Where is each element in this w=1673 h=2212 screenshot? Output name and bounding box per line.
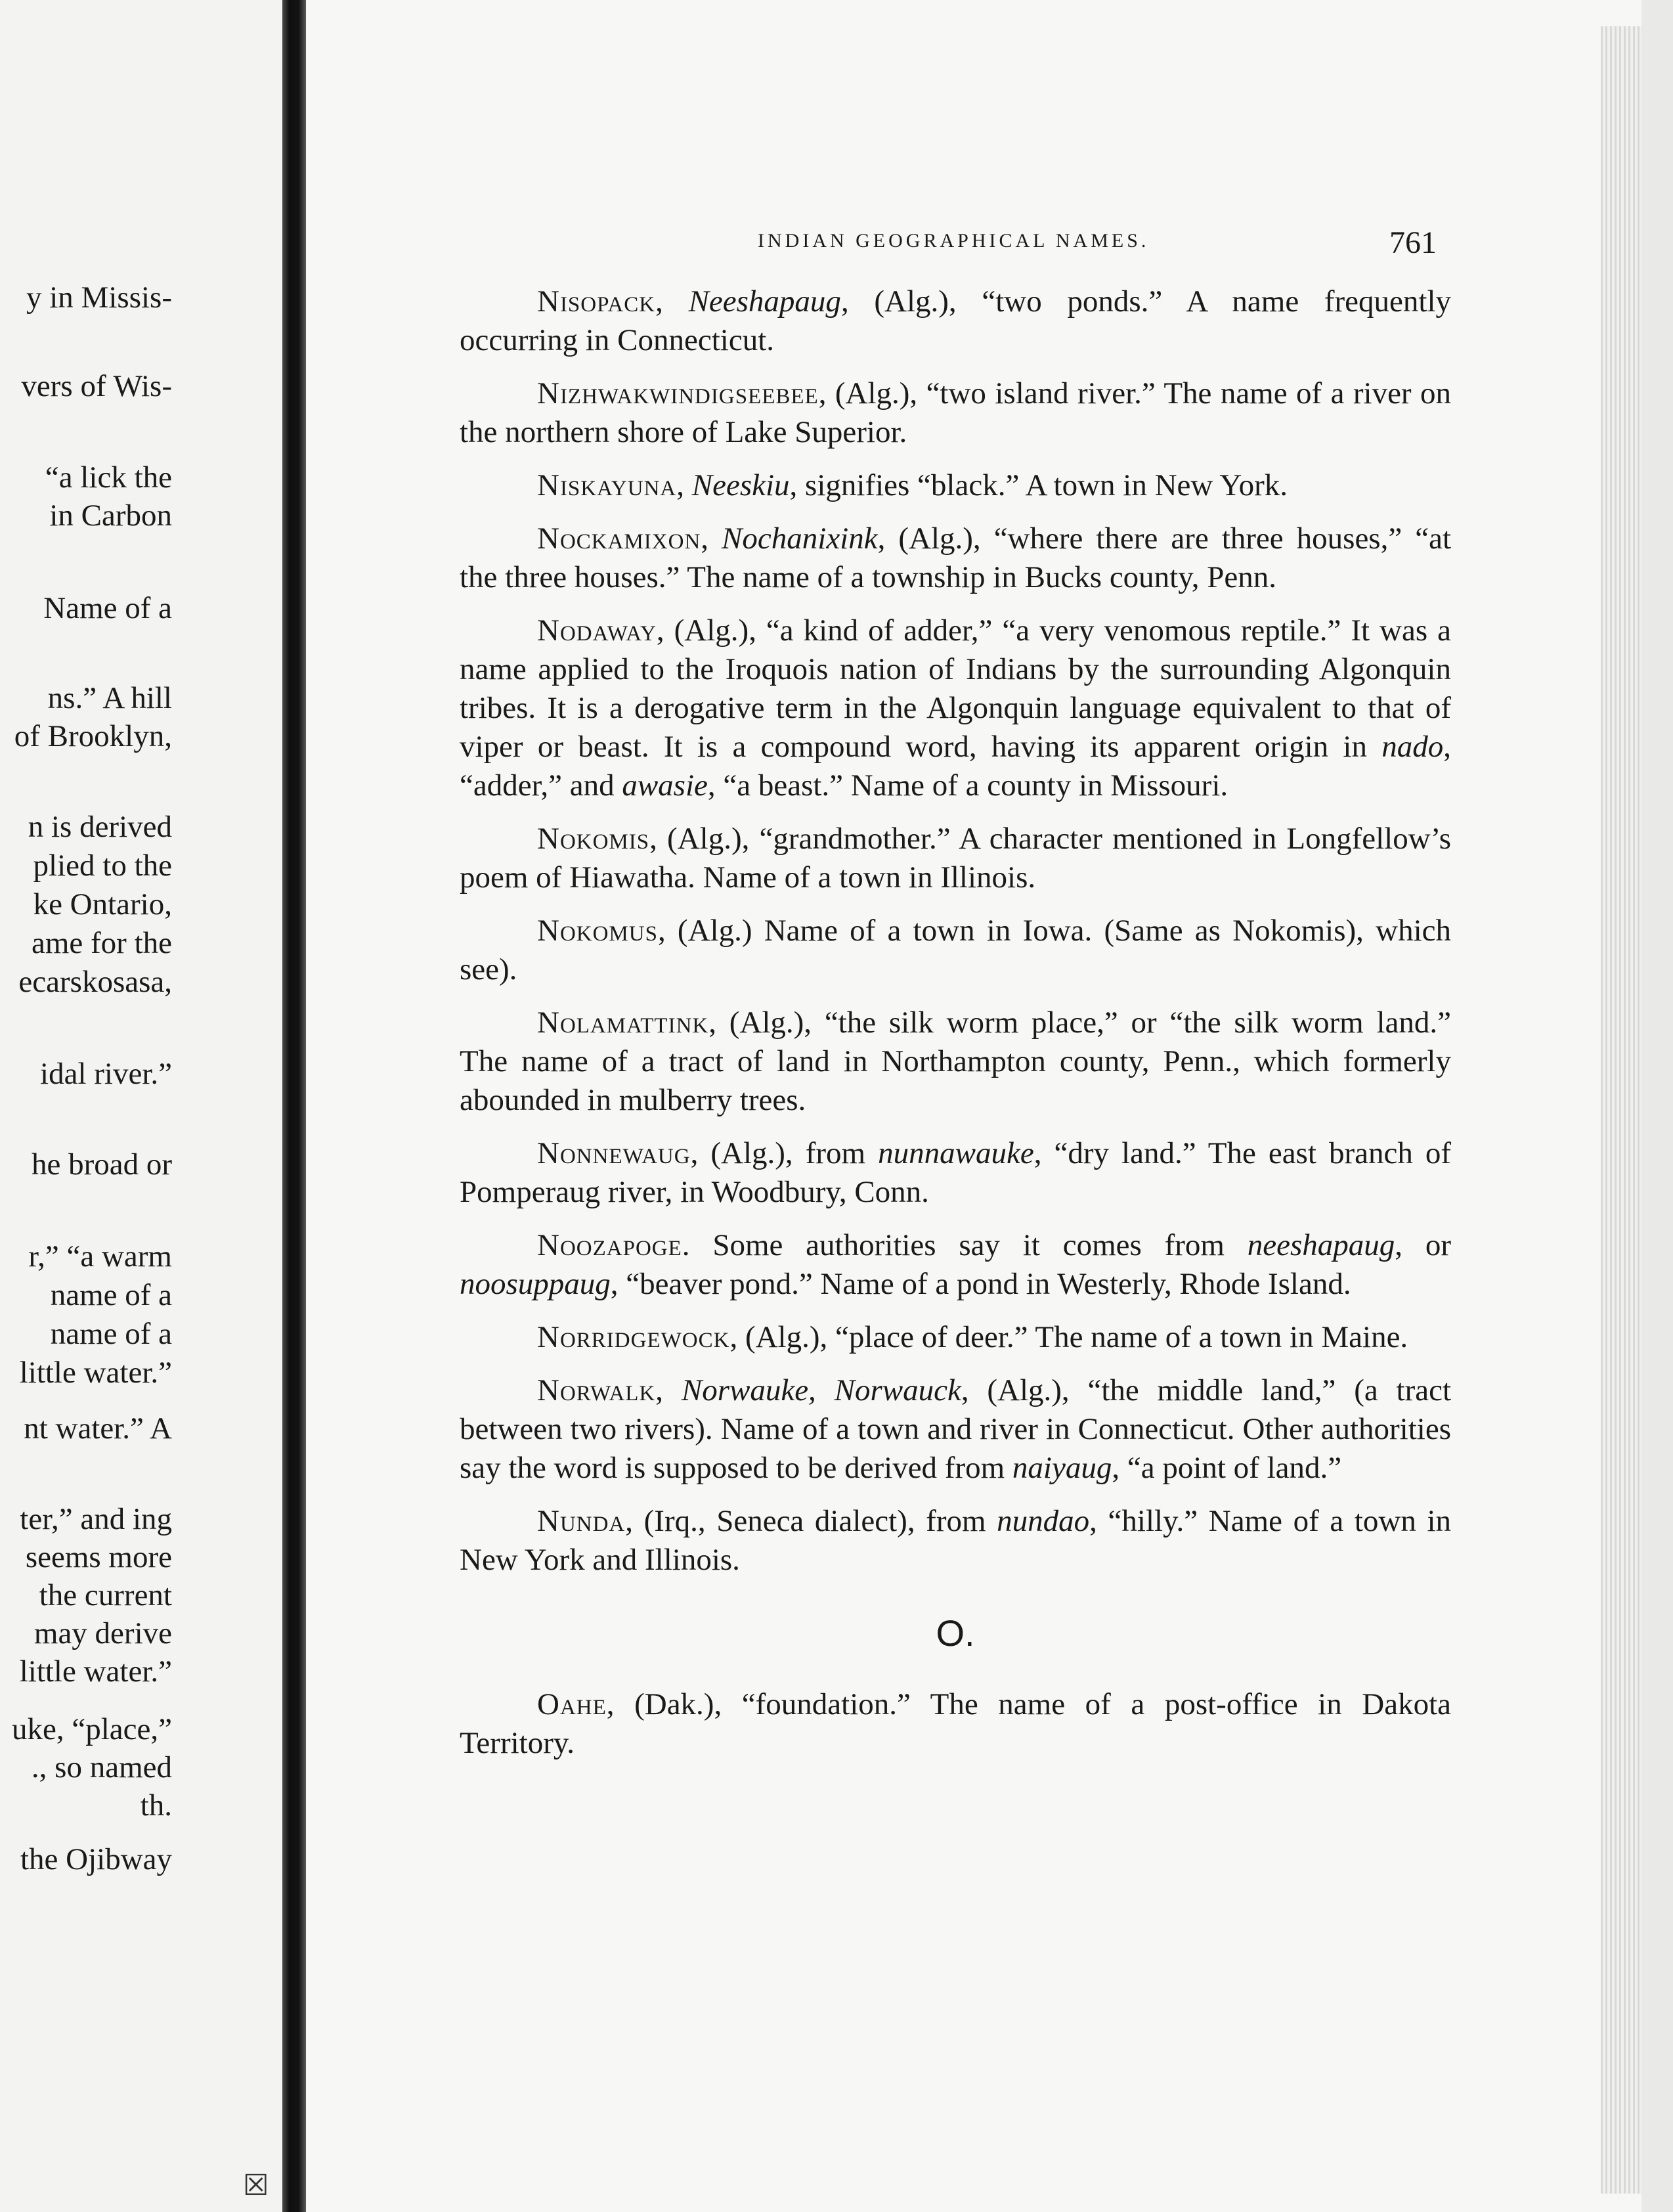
left-page-line: little water.” [19, 1654, 172, 1689]
entry-text: , [655, 284, 689, 319]
entry-headword: Oahe [537, 1687, 607, 1721]
left-page-line: vers of Wis- [21, 369, 172, 403]
entry-native-term: Neeshapaug [688, 284, 841, 319]
left-page-line: of Brooklyn, [14, 719, 172, 753]
entry-headword: Niskayuna [537, 468, 677, 502]
entry-text: , “a beast.” Name of a county in Missouri. [707, 768, 1228, 803]
dictionary-entry [460, 1318, 1451, 1357]
left-page-line: idal river.” [40, 1057, 172, 1091]
left-page-line: in Carbon [49, 498, 172, 533]
entry-text: , “a point of land.” [1112, 1451, 1342, 1485]
entry-text: , (Alg.) Name of a town in Iowa. (Same as Nokomis), which see). [460, 914, 1451, 986]
dictionary-entry [460, 374, 1451, 452]
entry-text: , [676, 468, 692, 502]
entry-text: , or [1395, 1228, 1451, 1262]
entry-native-term: neeshapaug [1247, 1228, 1395, 1262]
entry-headword: Nonnewaug [537, 1136, 691, 1170]
dictionary-entry [460, 1685, 1451, 1763]
entry-native-term: nundao [997, 1504, 1090, 1538]
dictionary-entry [460, 820, 1451, 897]
left-page-line: little water.” [19, 1356, 172, 1390]
entry-text: , [701, 521, 722, 556]
scan-mark-icon: ☒ [243, 2169, 269, 2202]
entry-headword: Nockamixon [537, 521, 701, 556]
entry-native-term: Neeskiu [691, 468, 790, 502]
entry-text: , (Dak.), “foundation.” The name of a post-office in Dakota Territory. [460, 1687, 1451, 1760]
entry-text: , [655, 1373, 682, 1407]
left-page-line: r,” “a warm [28, 1239, 172, 1273]
left-page-line: nt water.” A [24, 1411, 172, 1446]
entry-text: , (Alg.), “grandmother.” A character mentioned in Longfellow’s poem of Hiawatha. Name of a town in Illinois. [460, 822, 1451, 895]
left-page-line: name of a [50, 1317, 172, 1351]
entry-text: , “adder,” and [460, 730, 1451, 803]
entry-native-term: Nochanixink [722, 521, 878, 556]
entry-text: , (Alg.), “two ponds.” A name frequently occurring in Connecticut. [460, 284, 1451, 357]
entry-native-term: nado [1381, 730, 1444, 764]
dictionary-entry [460, 282, 1451, 360]
entry-headword: Nunda [537, 1504, 626, 1538]
entry-headword: Nisopack [537, 284, 656, 319]
entries-n [460, 282, 1451, 1580]
entry-native-term: noosuppaug [460, 1267, 611, 1301]
left-page-line: seems more [25, 1540, 172, 1574]
page-number: 761 [1389, 225, 1437, 260]
left-page-line: ns.” A hill [47, 681, 172, 715]
running-head: INDIAN GEOGRAPHICAL NAMES. [758, 230, 1150, 252]
left-page-line: ame for the [31, 926, 172, 960]
dictionary-entry [460, 611, 1451, 805]
dictionary-entry [460, 520, 1451, 597]
section-letter: O. [936, 1612, 975, 1654]
left-page-line: y in Missis- [26, 280, 172, 315]
left-page-line: uke, “place,” [12, 1712, 172, 1746]
entry-headword: Noozapoge [537, 1228, 682, 1262]
entry-headword: Norridgewock [537, 1320, 730, 1354]
entry-headword: Nokomus [537, 914, 658, 948]
left-page-line: the current [39, 1578, 172, 1612]
left-page-line: ter,” and ing [20, 1502, 172, 1536]
entry-headword: Nodaway [537, 613, 657, 648]
left-page-line: ., so named [31, 1750, 172, 1784]
entry-text: , (Alg.), “the middle land,” (a tract between two rivers). Name of a town and river in Connecticut. Other authorities say the word is supposed to be derived from [460, 1373, 1452, 1485]
entry-native-term: naiyaug [1012, 1451, 1112, 1485]
entry-headword: Nokomis [537, 822, 650, 856]
entry-headword: Norwalk [537, 1373, 656, 1407]
entry-headword: Nolamattink [537, 1006, 709, 1040]
left-page-line: the Ojibway [20, 1842, 172, 1876]
book-gutter [282, 0, 306, 2212]
left-page-line: may derive [33, 1616, 172, 1650]
left-page-line: n is derived [28, 810, 172, 844]
left-page-line: ecarskosasa, [18, 965, 172, 999]
entry-text: , (Alg.), from [690, 1136, 879, 1170]
dictionary-entry [460, 1134, 1451, 1212]
dictionary-entry [460, 466, 1451, 505]
entry-text: , signifies “black.” A town in New York. [789, 468, 1288, 502]
left-page-line: Name of a [43, 591, 172, 625]
left-page-line: plied to the [33, 849, 172, 883]
entry-text: , “dry land.” The east branch of Pomperaug river, in Woodbury, Conn. [460, 1136, 1452, 1209]
entry-native-term: Norwauke, Norwauck [681, 1373, 961, 1407]
left-page-line: name of a [50, 1278, 172, 1312]
dictionary-entry [460, 1502, 1451, 1580]
left-facing-page [0, 0, 282, 2212]
entry-text: , “hilly.” Name of a town in New York and Illinois. [460, 1504, 1451, 1577]
left-page-line: he broad or [31, 1147, 172, 1182]
entry-text: . Some authorities say it comes from [682, 1228, 1248, 1262]
entry-text: , “beaver pond.” Name of a pond in Westerly, Rhode Island. [610, 1267, 1351, 1301]
dictionary-entry [460, 1371, 1451, 1488]
dictionary-text [460, 282, 1451, 1777]
entry-text: , (Alg.), “the silk worm place,” or “the silk worm land.” The name of a tract of land in Northampton county, Penn., which formerly abounded in mulberry trees. [460, 1006, 1451, 1117]
entries-o [460, 1685, 1451, 1763]
entry-headword: Nizhwakwindigseebee [537, 376, 819, 410]
left-page-line: ke Ontario, [33, 887, 172, 921]
entry-native-term: nunnawauke [878, 1136, 1034, 1170]
page-edge [1601, 26, 1641, 2194]
entry-text: , (Alg.), “place of deer.” The name of a town in Maine. [729, 1320, 1408, 1354]
entry-native-term: awasie [622, 768, 708, 803]
left-page-line: “a lick the [45, 460, 172, 495]
dictionary-entry [460, 1226, 1451, 1304]
dictionary-entry [460, 1004, 1451, 1120]
entry-text: , (Alg.), “where there are three houses,” “at the three houses.” The name of a township in Bucks county, Penn. [460, 521, 1452, 594]
entry-text: , (Alg.), “two island river.” The name of a river on the northern shore of Lake Superior. [460, 376, 1451, 449]
dictionary-entry [460, 912, 1451, 989]
left-page-line: th. [140, 1788, 172, 1823]
entry-text: , (Alg.), “a kind of adder,” “a very venomous reptile.” It was a name applied to the Iroquois nation of Indians by the surrounding Algonquin tribes. It is a derogative term in the Algonquin language equivalent to that of viper or beast. It is a compound word, having its apparent origin in [460, 613, 1451, 764]
entry-text: , (Irq., Seneca dialect), from [625, 1504, 997, 1538]
